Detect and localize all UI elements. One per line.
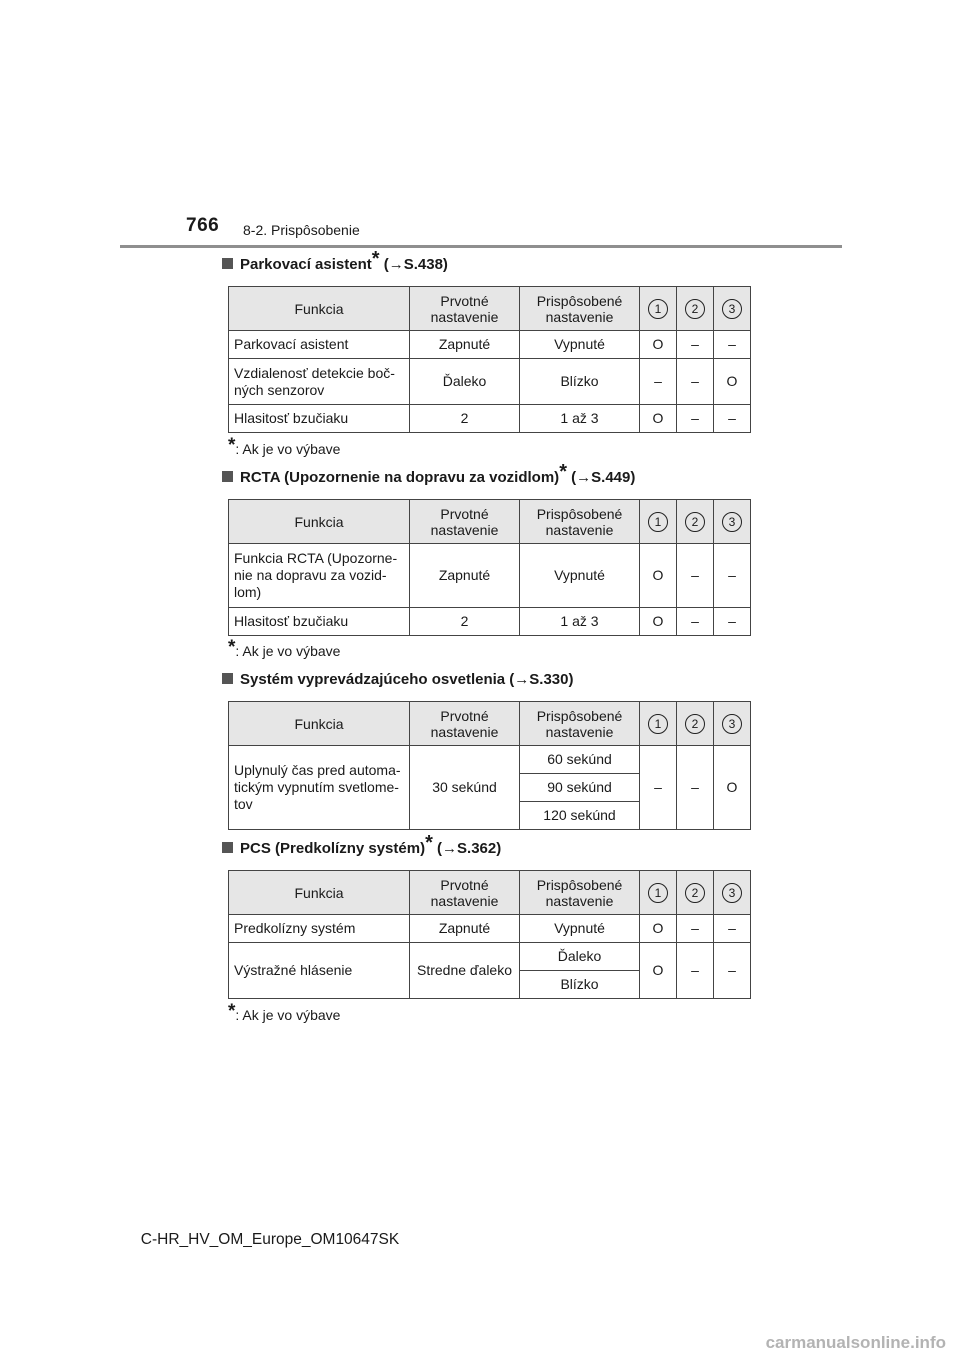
square-bullet-icon [222, 471, 233, 482]
col-2 [677, 702, 714, 746]
table-header-row [229, 287, 751, 331]
table-row: Výstražné hlásenie Stredne ďaleko Ďaleko O – – [229, 943, 751, 971]
col-1 [640, 871, 677, 915]
square-bullet-icon [222, 673, 233, 684]
header-divider [120, 245, 842, 248]
circled-2-icon: 2 [685, 883, 705, 903]
circled-2-icon: 2 [685, 714, 705, 734]
circled-2-icon: 2 [685, 512, 705, 532]
heading-follow-me-home-lights: Systém vyprevádzajúceho osvetlenia (→S.330) [222, 671, 574, 688]
table-parking-assist [228, 286, 751, 433]
col-customized: Prispôsobené nastavenie [520, 702, 640, 746]
col-1 [640, 702, 677, 746]
square-bullet-icon [222, 842, 233, 853]
table-row: Blízko [229, 971, 751, 999]
table-row: Hlasitosť bzučiaku 2 1 až 3 O – – [229, 405, 751, 433]
footnote: *: Ak je vo výbave [228, 637, 341, 659]
col-3 [714, 500, 751, 544]
circled-1-icon: 1 [648, 512, 668, 532]
table-header-row [229, 871, 751, 915]
section-title: 8-2. Prispôsobenie [243, 222, 360, 238]
footnote: *: Ak je vo výbave [228, 435, 341, 457]
square-bullet-icon [222, 258, 233, 269]
page-number: 766 [186, 215, 220, 236]
table-row: Vzdialenosť detekcie boč-ných senzorov Ďaleko Blízko – – O [229, 359, 751, 405]
table-row: Uplynulý čas pred automa-tickým vypnutím svetlome-tov 30 sekúnd 60 sekúnd – – O [229, 746, 751, 774]
heading-pcs: PCS (Predkolízny systém)* (→S.362) [222, 840, 501, 857]
circled-3-icon: 3 [722, 883, 742, 903]
circled-1-icon: 1 [648, 299, 668, 319]
heading-rcta: RCTA (Upozornenie na dopravu za vozidlom)* (→S.449) [222, 469, 635, 486]
table-pcs [228, 870, 751, 999]
footnote: *: Ak je vo výbave [228, 1001, 341, 1023]
table-row: Funkcia RCTA (Upozorne-nie na dopravu za vozid-lom) Zapnuté Vypnuté O – – [229, 544, 751, 608]
circled-3-icon: 3 [722, 512, 742, 532]
col-default: Prvotné nastavenie [410, 287, 520, 331]
col-function: Funkcia [229, 287, 410, 331]
col-default: Prvotné nastavenie [410, 871, 520, 915]
watermark: carmanualsonline.info [765, 1333, 946, 1352]
table-row: Predkolízny systém Zapnuté Vypnuté O – – [229, 915, 751, 943]
document-footer: C-HR_HV_OM_Europe_OM10647SK [140, 1231, 400, 1248]
table-rcta [228, 499, 751, 636]
col-customized: Prispôsobené nastavenie [520, 500, 640, 544]
heading-parking-assist: Parkovací asistent* (→S.438) [222, 256, 448, 273]
table-row: Hlasitosť bzučiaku 2 1 až 3 O – – [229, 608, 751, 636]
col-2 [677, 287, 714, 331]
col-default: Prvotné nastavenie [410, 500, 520, 544]
col-1 [640, 500, 677, 544]
circled-1-icon: 1 [648, 714, 668, 734]
col-1 [640, 287, 677, 331]
table-row: 90 sekúnd [229, 774, 751, 802]
table-row: 120 sekúnd [229, 802, 751, 830]
table-header-row [229, 500, 751, 544]
circled-1-icon: 1 [648, 883, 668, 903]
table-follow-me-home-lights [228, 701, 751, 830]
col-function: Funkcia [229, 702, 410, 746]
table-header-row [229, 702, 751, 746]
col-2 [677, 500, 714, 544]
circled-3-icon: 3 [722, 714, 742, 734]
col-function: Funkcia [229, 871, 410, 915]
col-customized: Prispôsobené nastavenie [520, 287, 640, 331]
col-3 [714, 871, 751, 915]
col-3 [714, 287, 751, 331]
circled-3-icon: 3 [722, 299, 742, 319]
col-3 [714, 702, 751, 746]
circled-2-icon: 2 [685, 299, 705, 319]
col-customized: Prispôsobené nastavenie [520, 871, 640, 915]
table-row: Parkovací asistent Zapnuté Vypnuté O – – [229, 331, 751, 359]
col-default: Prvotné nastavenie [410, 702, 520, 746]
col-function: Funkcia [229, 500, 410, 544]
col-2 [677, 871, 714, 915]
